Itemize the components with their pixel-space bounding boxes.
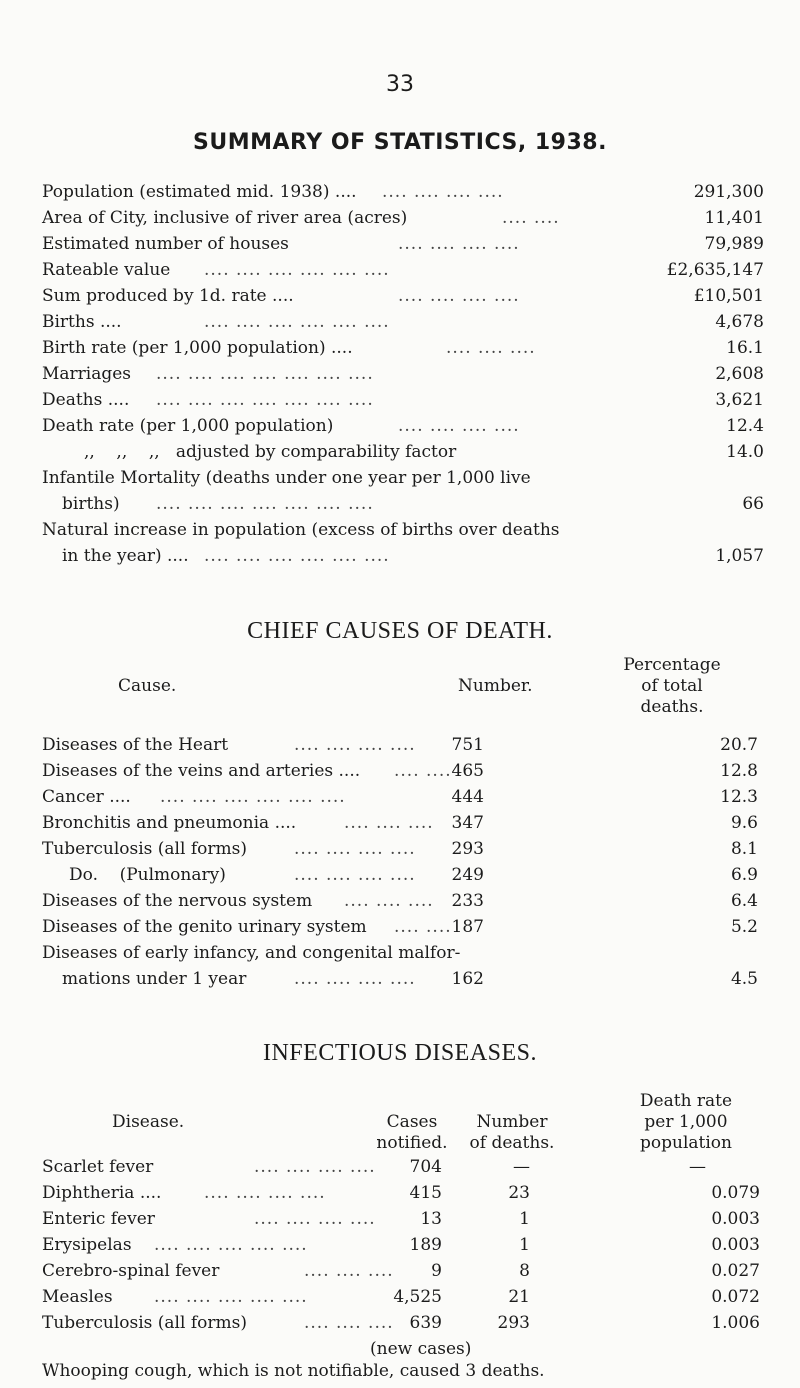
disease-rate: 0.003 [711, 1209, 760, 1229]
header-cases-line: Cases [386, 1112, 438, 1132]
header-cause: Cause. [118, 676, 177, 696]
summary-label: births) [62, 494, 120, 514]
summary-label: Rateable value [42, 260, 171, 280]
summary-value: 14.0 [726, 442, 764, 462]
summary-title: SUMMARY OF STATISTICS, 1938. [193, 130, 607, 155]
leader-dots: .... .... .... .... .... .... [204, 546, 390, 566]
leader-dots: .... .... .... .... [254, 1209, 376, 1229]
disease-deaths: 23 [508, 1183, 530, 1203]
disease-label: Tuberculosis (all forms) [42, 1313, 247, 1333]
cause-label: Cancer .... [42, 787, 131, 807]
disease-rate: 0.072 [711, 1287, 760, 1307]
summary-value: 12.4 [726, 416, 764, 436]
leader-dots: .... .... .... .... [294, 735, 416, 755]
leader-dots: .... .... [502, 208, 560, 228]
summary-label: Natural increase in population (excess of births over deaths [42, 520, 560, 540]
leader-dots: .... .... .... .... [204, 1183, 326, 1203]
header-rate [621, 1091, 751, 1154]
cause-percent: 9.6 [730, 813, 758, 833]
summary-value: 4,678 [715, 312, 764, 332]
summary-label: Area of City, inclusive of river area (acres) [42, 208, 408, 228]
cause-number: 293 [451, 839, 484, 859]
leader-dots: .... .... .... .... [398, 234, 520, 254]
disease-rate: — [689, 1157, 706, 1177]
cause-percent: 12.3 [720, 787, 758, 807]
summary-label: Population (estimated mid. 1938) .... [42, 182, 357, 202]
header-disease: Disease. [112, 1112, 185, 1132]
disease-rate: 0.003 [711, 1235, 760, 1255]
disease-rate: 1.006 [711, 1313, 760, 1333]
header-deaths-line: Number [476, 1112, 548, 1132]
summary-label: Deaths .... [42, 390, 130, 410]
summary-label: Birth rate (per 1,000 population) .... [42, 338, 353, 358]
cause-percent: 4.5 [730, 969, 758, 989]
summary-label: Births .... [42, 312, 122, 332]
disease-deaths: 1 [519, 1235, 530, 1255]
header-percentage-line: of total [641, 676, 703, 696]
cause-number: 162 [451, 969, 484, 989]
leader-dots: .... .... .... .... .... [154, 1287, 308, 1307]
leader-dots: .... .... .... [304, 1313, 394, 1333]
cause-percent: 6.9 [730, 865, 758, 885]
header-rate-line: population [640, 1133, 732, 1153]
summary-value: £10,501 [693, 286, 764, 306]
disease-deaths: — [513, 1157, 530, 1177]
cause-number: 233 [451, 891, 484, 911]
header-percentage [602, 655, 742, 718]
cause-number: 347 [451, 813, 484, 833]
disease-cases: 13 [420, 1209, 442, 1229]
summary-value: 79,989 [704, 234, 764, 254]
disease-cases: 189 [409, 1235, 442, 1255]
disease-label: Scarlet fever [42, 1157, 154, 1177]
leader-dots: .... .... .... .... .... .... .... [156, 494, 374, 514]
summary-label: Death rate (per 1,000 population) [42, 416, 334, 436]
header-percentage-line: deaths. [640, 697, 704, 717]
infectious-title: INFECTIOUS DISEASES. [262, 1040, 538, 1066]
disease-label: Cerebro-spinal fever [42, 1261, 220, 1281]
disease-deaths: 1 [519, 1209, 530, 1229]
summary-value: 3,621 [715, 390, 764, 410]
leader-dots: .... .... .... [344, 891, 434, 911]
disease-deaths: 8 [519, 1261, 530, 1281]
cause-percent: 20.7 [720, 735, 758, 755]
cause-percent: 5.2 [730, 917, 758, 937]
leader-dots: .... .... .... [344, 813, 434, 833]
leader-dots: .... .... .... .... .... .... [204, 260, 390, 280]
disease-rate: 0.079 [711, 1183, 760, 1203]
header-percentage-line: Percentage [623, 655, 721, 675]
cause-label: Diseases of the Heart [42, 735, 229, 755]
disease-cases: 4,525 [393, 1287, 442, 1307]
summary-value: 66 [742, 494, 764, 514]
cause-number: 444 [451, 787, 484, 807]
cause-percent: 8.1 [730, 839, 758, 859]
disease-label: Erysipelas [42, 1235, 132, 1255]
cause-label: Bronchitis and pneumonia .... [42, 813, 297, 833]
cause-number: 249 [451, 865, 484, 885]
cause-number: 187 [451, 917, 484, 937]
cause-label: Diseases of early infancy, and congenital malfor- [42, 943, 461, 963]
disease-label: Measles [42, 1287, 113, 1307]
disease-deaths: 293 [497, 1313, 530, 1333]
disease-deaths: 21 [508, 1287, 530, 1307]
cause-label: mations under 1 year [62, 969, 247, 989]
disease-label: Diphtheria .... [42, 1183, 162, 1203]
header-deaths-line: of deaths. [469, 1133, 555, 1153]
summary-label: Infantile Mortality (deaths under one year per 1,000 live [42, 468, 531, 488]
summary-label: in the year) .... [62, 546, 189, 566]
header-number: Number. [458, 676, 533, 696]
header-deaths [457, 1112, 567, 1154]
new-cases-note: (new cases) [370, 1339, 472, 1359]
summary-value: 291,300 [693, 182, 764, 202]
leader-dots: .... .... .... [304, 1261, 394, 1281]
leader-dots: .... .... .... .... [294, 969, 416, 989]
cause-percent: 6.4 [730, 891, 758, 911]
disease-label: Enteric fever [42, 1209, 155, 1229]
leader-dots: .... .... .... .... [294, 839, 416, 859]
disease-cases: 704 [409, 1157, 442, 1177]
cause-label: Diseases of the veins and arteries .... [42, 761, 361, 781]
leader-dots: .... .... [394, 761, 452, 781]
leader-dots: .... .... .... .... .... [154, 1235, 308, 1255]
cause-label: Diseases of the nervous system [42, 891, 313, 911]
disease-rate: 0.027 [711, 1261, 760, 1281]
cause-number: 751 [451, 735, 484, 755]
leader-dots: .... .... .... .... [398, 416, 520, 436]
leader-dots: .... .... .... .... [398, 286, 520, 306]
leader-dots: .... .... .... .... .... .... [204, 312, 390, 332]
summary-value: 11,401 [704, 208, 764, 228]
header-cases [362, 1112, 462, 1154]
header-rate-line: per 1,000 [644, 1112, 728, 1132]
cause-label: Tuberculosis (all forms) [42, 839, 247, 859]
disease-cases: 639 [409, 1313, 442, 1333]
summary-label: Marriages [42, 364, 132, 384]
summary-value: 16.1 [726, 338, 764, 358]
summary-label: ,, ,, ,, adjusted by comparability factor [84, 442, 457, 462]
leader-dots: .... .... .... .... .... .... .... [156, 364, 374, 384]
leader-dots: .... .... .... [446, 338, 536, 358]
leader-dots: .... .... .... .... .... .... [160, 787, 346, 807]
footnote-whooping-cough: Whooping cough, which is not notifiable, caused 3 deaths. [42, 1361, 545, 1381]
summary-value: 1,057 [715, 546, 764, 566]
causes-title: CHIEF CAUSES OF DEATH. [247, 618, 553, 644]
header-cases-line: notified. [376, 1133, 448, 1153]
leader-dots: .... .... .... .... [294, 865, 416, 885]
summary-value: £2,635,147 [666, 260, 764, 280]
cause-label: Diseases of the genito urinary system [42, 917, 367, 937]
cause-label: Do. (Pulmonary) [42, 865, 226, 885]
cause-percent: 12.8 [720, 761, 758, 781]
header-rate-line: Death rate [639, 1091, 733, 1111]
page-number: 33 [386, 72, 414, 97]
summary-label: Estimated number of houses [42, 234, 289, 254]
leader-dots: .... .... .... .... .... .... .... [156, 390, 374, 410]
leader-dots: .... .... .... .... [254, 1157, 376, 1177]
summary-value: 2,608 [715, 364, 764, 384]
summary-label: Sum produced by 1d. rate .... [42, 286, 294, 306]
leader-dots: .... .... .... .... [382, 182, 504, 202]
disease-cases: 9 [431, 1261, 442, 1281]
leader-dots: .... .... [394, 917, 452, 937]
disease-cases: 415 [409, 1183, 442, 1203]
cause-number: 465 [451, 761, 484, 781]
